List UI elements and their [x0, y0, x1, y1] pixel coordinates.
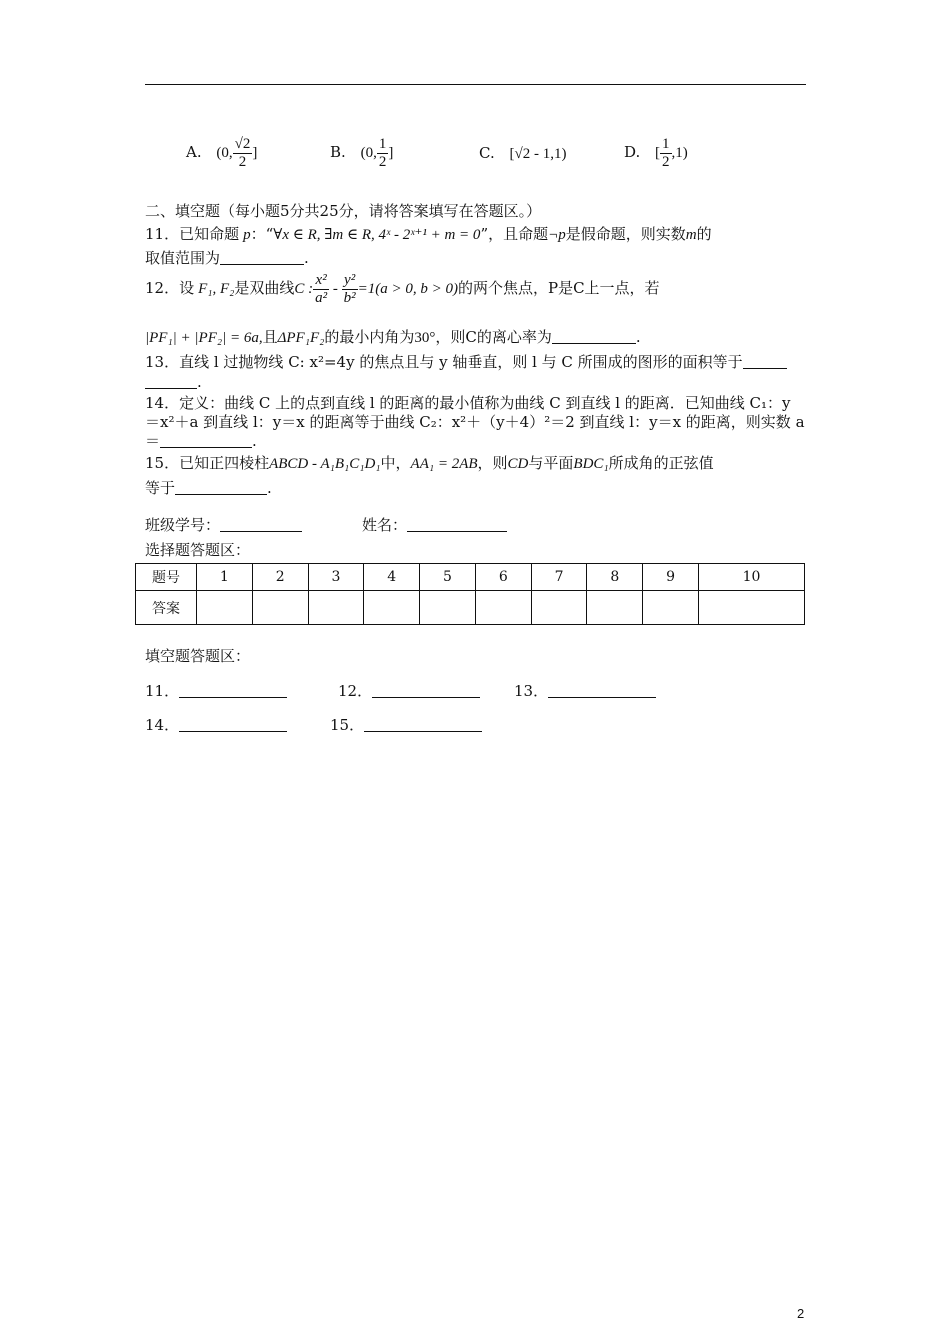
option-c	[479, 144, 566, 163]
q11-mid: ：“	[250, 225, 274, 243]
table-row	[136, 564, 805, 591]
table-header-answer: 答案	[136, 591, 197, 625]
question-14	[145, 392, 791, 413]
q12-end: .	[635, 328, 641, 346]
fraction-numerator: y²	[342, 272, 358, 290]
section-title: 二、填空题（每小题5分共25分，请将答案填写在答题区。）	[145, 202, 542, 220]
fraction-numerator: 1	[662, 136, 670, 152]
q14-blank	[160, 433, 252, 448]
fill-slot-11	[145, 680, 287, 701]
fill-slot-14	[145, 714, 287, 735]
question-12-line2	[145, 326, 641, 347]
fill-area-label: 填空题答题区：	[145, 647, 251, 665]
question-12: 12．设 F₁, F₂是双曲线C : $\frac{\text{x²}}{\text{a²}}$ - $\frac{\text{y²}}{\text{b²}}$ =1(a > 0, b > 0)的两个焦点，P是C上一点，若	[145, 272, 660, 306]
option-body: √2 - 1,1)	[514, 146, 567, 162]
option-letter: D.	[624, 143, 641, 161]
q15-cd: CD	[507, 456, 529, 472]
fill-slot-field[interactable]	[372, 683, 480, 698]
fraction-denominator: 2	[378, 153, 387, 170]
q12-curve: C :	[294, 281, 314, 297]
fill-slot-13	[514, 680, 656, 701]
q11-p: p	[243, 227, 251, 243]
q11-tail3: 的	[696, 225, 712, 243]
q12-y-fraction	[342, 272, 358, 306]
fraction-denominator: 2	[662, 153, 670, 170]
fill-slot-label: 11．	[145, 682, 180, 700]
q13-blank-2	[145, 374, 197, 389]
table-cell-number: 9	[643, 564, 699, 591]
q12-lead: 12．设	[145, 279, 195, 297]
q11-formula: ∀x ∈ R, ∃m ∈ R, 4ˣ - 2ˣ⁺¹ + m = 0	[273, 227, 481, 243]
choice-answer-table	[135, 563, 805, 625]
answer-cell[interactable]	[308, 591, 364, 625]
option-letter: B.	[330, 143, 346, 161]
q12-text1: 是双曲线	[234, 279, 295, 297]
q12-blank	[552, 329, 636, 344]
q12-angle: 30°	[414, 330, 436, 346]
fill-slot-label: 14．	[145, 716, 180, 734]
q15-prism: ABCD - A₁B₁C₁D₁	[269, 456, 381, 472]
option-fraction	[660, 136, 672, 170]
fraction-numerator: 1	[378, 136, 387, 152]
fill-slot-field[interactable]	[548, 683, 656, 698]
table-cell-number: 4	[364, 564, 420, 591]
q12-triangle: ΔPF₁F₂	[277, 330, 325, 346]
q11-tail2: 是假命题，则实数	[565, 225, 686, 243]
q15-text4: 与平面	[528, 454, 574, 472]
fill-slot-label: 12．	[338, 682, 373, 700]
q11-tail: ”，且命题	[480, 225, 549, 243]
q15-text1: 15．已知正四棱柱	[145, 454, 270, 472]
q14-line3: ＝	[145, 432, 161, 450]
table-header-number: 题号	[136, 564, 197, 591]
option-open: [	[655, 145, 661, 161]
option-close: ,1)	[671, 145, 688, 161]
q11-negp: ¬p	[548, 227, 566, 243]
q11-blank	[220, 250, 304, 265]
fill-slot-field[interactable]	[179, 717, 287, 732]
table-row	[136, 591, 805, 625]
q13-text: 13．直线 l 过抛物线 C: x²=4y 的焦点且与 y 轴垂直，则 l 与 C 所围成的图形的面积等于	[145, 353, 743, 371]
q15-text3: ，则	[477, 454, 508, 472]
q11-end: .	[304, 249, 309, 267]
q15-line2: 等于	[145, 479, 176, 497]
question-11	[145, 223, 712, 244]
fill-slot-12	[338, 680, 480, 701]
table-cell-number: 3	[308, 564, 364, 591]
q12-text4: ，则C的离心率为	[435, 328, 552, 346]
answer-cell[interactable]	[587, 591, 643, 625]
table-cell-number: 10	[699, 564, 805, 591]
answer-cell[interactable]	[699, 591, 805, 625]
fraction-denominator: b²	[343, 289, 356, 306]
option-b	[330, 136, 393, 170]
page-number: 2	[797, 1306, 805, 1321]
q12-x-fraction	[313, 272, 329, 306]
fraction-denominator: 2	[238, 153, 247, 170]
q11-m: m	[685, 227, 697, 243]
q15-end: .	[267, 479, 272, 497]
answer-cell[interactable]	[252, 591, 308, 625]
table-cell-number: 8	[587, 564, 643, 591]
question-15-line2	[145, 477, 272, 498]
fill-slot-15	[330, 714, 482, 735]
option-open: [	[509, 146, 515, 162]
option-letter: C.	[479, 144, 495, 162]
q12-text3: 的最小内角为	[324, 328, 415, 346]
answer-cell[interactable]	[475, 591, 531, 625]
q14-end: .	[252, 432, 257, 450]
q14-line1: 14．定义：曲线 C 上的点到直线 l 的距离的最小值称为曲线 C 到直线 l 的距离．已知曲线 C₁：y	[145, 394, 791, 412]
answer-cell[interactable]	[420, 591, 476, 625]
q11-line2: 取值范围为	[145, 249, 221, 267]
q13-end: .	[197, 373, 202, 391]
class-id-field[interactable]	[220, 517, 302, 532]
q12-foci: F₁, F₂	[198, 281, 235, 297]
q12-text2: 的两个焦点，P是C上一点，若	[457, 279, 660, 297]
header-rule	[145, 84, 806, 85]
fraction-numerator: √2	[234, 136, 251, 152]
table-cell-number: 2	[252, 564, 308, 591]
q15-plane: BDC₁	[573, 456, 609, 472]
option-fraction	[377, 136, 389, 170]
question-14-line2	[145, 411, 805, 432]
fill-slot-label: 15．	[330, 716, 365, 734]
question-15	[145, 452, 714, 473]
fill-slot-field[interactable]	[179, 683, 287, 698]
fill-slot-field[interactable]	[364, 717, 482, 732]
answer-cell[interactable]	[531, 591, 587, 625]
q12-and: 且	[262, 328, 278, 346]
q11-lead: 11．已知命题	[145, 225, 240, 243]
option-open: (0,	[360, 145, 377, 161]
option-a	[186, 136, 257, 170]
option-fraction	[233, 136, 253, 170]
name-label: 姓名：	[362, 516, 408, 534]
option-letter: A.	[186, 143, 202, 161]
answer-cell[interactable]	[364, 591, 420, 625]
q15-text2: 中，	[380, 454, 411, 472]
question-14-line3	[145, 430, 257, 451]
fraction-denominator: a²	[315, 289, 328, 306]
question-13-line2	[145, 373, 202, 391]
q13-blank-1	[743, 354, 787, 369]
q12-equation: =1(a > 0, b > 0)	[357, 281, 458, 297]
name-field[interactable]	[407, 517, 507, 532]
answer-cell[interactable]	[643, 591, 699, 625]
q14-line2: ＝x²＋a 到直线 l：y＝x 的距离等于曲线 C₂：x²＋（y＋4）²＝2 到直线 l：y＝x 的距离，则实数 a	[145, 413, 805, 431]
table-cell-number: 5	[420, 564, 476, 591]
class-id-label: 班级学号：	[145, 516, 221, 534]
option-close: ]	[388, 145, 394, 161]
q12-condition: |PF₁| + |PF₂| = 6a,	[145, 330, 263, 346]
class-id-row	[145, 514, 302, 535]
question-11-line2	[145, 247, 309, 268]
name-row	[362, 514, 507, 535]
choice-area-label: 选择题答题区：	[145, 541, 251, 559]
q15-blank	[175, 480, 267, 495]
answer-cell[interactable]	[197, 591, 253, 625]
option-open: (0,	[216, 145, 233, 161]
option-d	[624, 136, 688, 170]
question-13	[145, 351, 787, 372]
table-cell-number: 1	[197, 564, 253, 591]
table-cell-number: 6	[475, 564, 531, 591]
option-close: ]	[252, 145, 258, 161]
fill-slot-label: 13．	[514, 682, 549, 700]
table-cell-number: 7	[531, 564, 587, 591]
q15-relation: AA₁ = 2AB	[410, 456, 478, 472]
fraction-numerator: x²	[313, 272, 329, 290]
q15-text5: 所成角的正弦值	[608, 454, 714, 472]
